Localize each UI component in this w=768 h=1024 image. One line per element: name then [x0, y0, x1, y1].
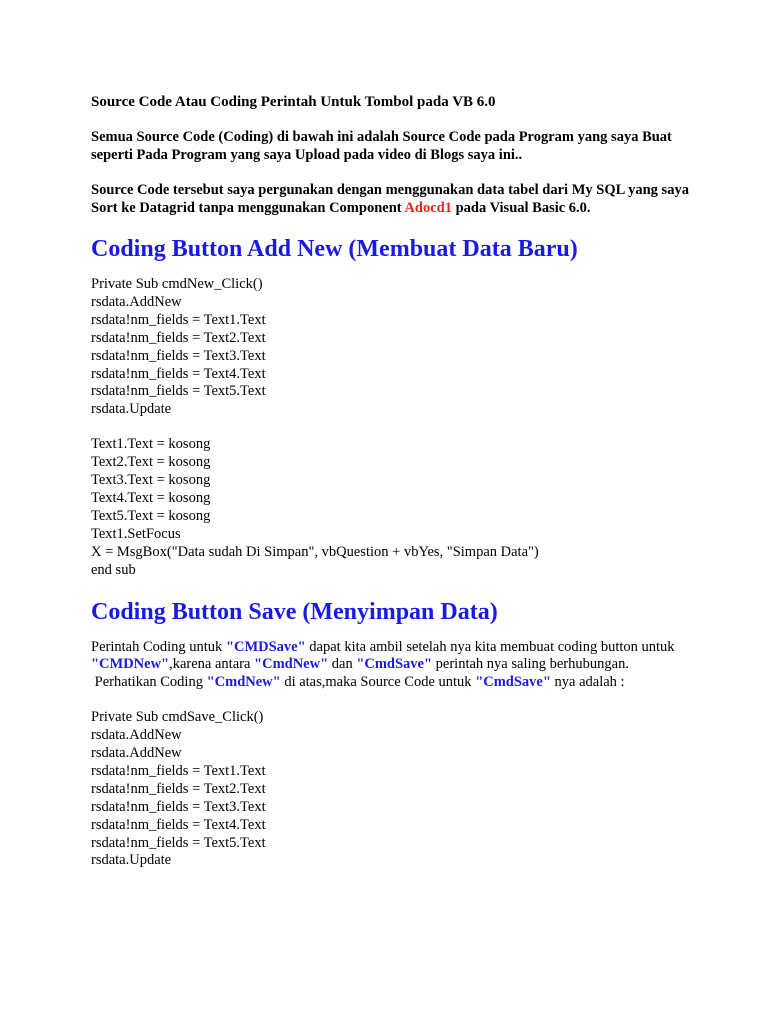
code-line: rsdata.Update: [91, 401, 172, 418]
text-segment: dan: [328, 656, 357, 673]
save-description-line-2: [91, 674, 691, 692]
code-line: rsdata.AddNew: [91, 745, 182, 762]
text-segment: nya adalah :: [550, 674, 625, 691]
code-line: rsdata!nm_fields = Text2.Text: [91, 780, 266, 797]
code-line: X = MsgBox("Data sudah Di Simpan", vbQuestion + vbYes, "Simpan Data"): [91, 543, 539, 560]
code-line: Text1.SetFocus: [91, 525, 181, 542]
text-segment: Perhatikan Coding: [91, 674, 207, 691]
code-line: rsdata!nm_fields = Text1.Text: [91, 311, 266, 328]
code-line: rsdata!nm_fields = Text2.Text: [91, 329, 266, 346]
code-line: rsdata.Update: [91, 852, 172, 869]
cmdsave-keyword: "CmdSave": [356, 656, 433, 673]
text-segment: ,karena antara: [169, 656, 255, 673]
cmdnew-keyword: "CMDNew": [91, 656, 170, 673]
adocd1-highlight: Adocd1: [404, 200, 452, 216]
code-line: Private Sub cmdSave_Click(): [91, 709, 264, 726]
text-segment: dapat kita ambil setelah nya kita membuat coding button untuk: [305, 638, 675, 655]
code-line: rsdata!nm_fields = Text3.Text: [91, 798, 266, 815]
code-block-add-new-part1: [91, 276, 691, 419]
code-line: Private Sub cmdNew_Click(): [91, 276, 263, 292]
code-block-save: [91, 709, 691, 870]
intro2-text-before: Source Code tersebut saya pergunakan dengan menggunakan data tabel dari My SQL yang saya Sort ke Datagrid tanpa menggunakan Component: [91, 182, 689, 216]
code-line: rsdata!nm_fields = Text3.Text: [91, 347, 266, 364]
code-line: Text1.Text = kosong: [91, 436, 211, 453]
code-line: Text3.Text = kosong: [91, 472, 211, 489]
code-line: end sub: [91, 561, 136, 578]
heading-save: Coding Button Save (Menyimpan Data): [91, 598, 498, 625]
code-line: rsdata!nm_fields = Text1.Text: [91, 762, 266, 779]
code-line: rsdata!nm_fields = Text4.Text: [91, 816, 266, 833]
text-segment: Perintah Coding untuk: [91, 638, 226, 655]
code-line: rsdata!nm_fields = Text5.Text: [91, 383, 266, 400]
code-line: rsdata.AddNew: [91, 293, 182, 310]
save-description-paragraph: [91, 639, 691, 693]
intro2-text-after: pada Visual Basic 6.0.: [451, 200, 591, 216]
text-segment: di atas,maka Source Code untuk: [280, 674, 476, 691]
cmdnew-keyword: "CmdNew": [206, 674, 281, 691]
code-line: Text2.Text = kosong: [91, 454, 211, 471]
code-line: rsdata.AddNew: [91, 727, 182, 744]
code-line: Text5.Text = kosong: [91, 507, 211, 524]
cmdsave-keyword: "CmdSave": [475, 674, 551, 691]
code-line: Text4.Text = kosong: [91, 489, 211, 506]
intro-paragraph-1: Semua Source Code (Coding) di bawah ini adalah Source Code pada Program yang saya Buat seperti Pada Program yang saya Upload pada video di Blogs saya ini..: [91, 129, 672, 163]
heading-add-new: Coding Button Add New (Membuat Data Baru): [91, 236, 578, 262]
cmdnew-keyword: "CmdNew": [254, 656, 329, 673]
text-segment: perintah nya saling berhubungan.: [432, 656, 629, 673]
code-line: rsdata!nm_fields = Text4.Text: [91, 365, 266, 382]
save-description-line-1: [91, 639, 691, 675]
code-block-add-new-part2: [91, 436, 691, 579]
code-line: rsdata!nm_fields = Text5.Text: [91, 834, 266, 851]
cmdsave-keyword: "CMDSave": [225, 638, 306, 655]
document-page: [91, 93, 691, 887]
document-title: Source Code Atau Coding Perintah Untuk Tombol pada VB 6.0: [91, 94, 496, 110]
intro-paragraph-2: [91, 181, 691, 217]
